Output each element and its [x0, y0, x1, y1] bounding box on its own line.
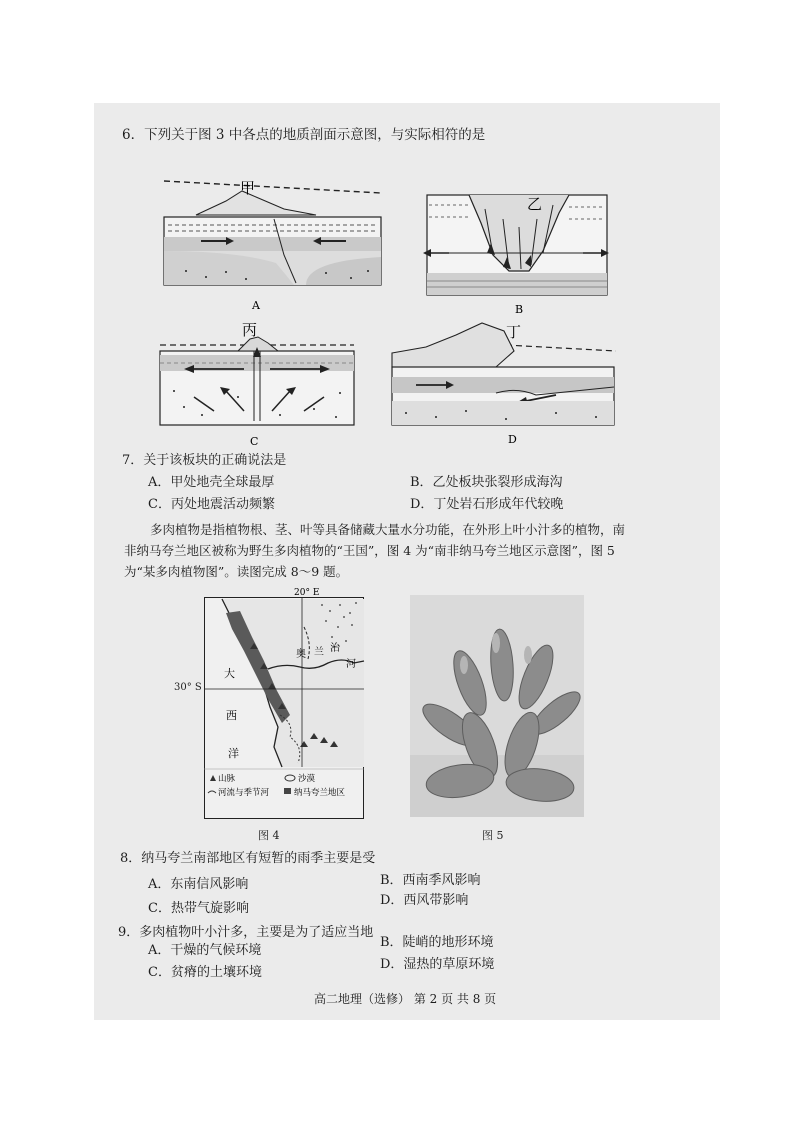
figure-5-caption: 图 5 [482, 829, 504, 842]
river-label-3: 治 [330, 643, 340, 654]
diagram-c-place-label: 丙 [242, 321, 258, 339]
diagram-d-place-label: 丁 [506, 323, 522, 341]
river-label-1: 奥 [296, 649, 306, 660]
diagram-b-place-label: 乙 [527, 195, 543, 213]
ocean-label-1: 大 [224, 667, 235, 680]
diagram-b-letter: B [515, 303, 524, 316]
question-9-option-a: A．干燥的气候环境 [148, 943, 262, 958]
intro-line-3: 为“某多肉植物图”。读图完成 8～9 题。 [124, 564, 349, 579]
question-8-option-a: A．东南信风影响 [148, 877, 249, 892]
intro-line-2: 非纳马夸兰地区被称为野生多肉植物的“王国”，图 4 为“南非纳马夸兰地区示意图”，图 5 [124, 543, 615, 558]
figure-5-succulent-photo [410, 595, 584, 817]
ocean-label-3: 洋 [228, 747, 239, 760]
figure-4-map [204, 588, 364, 819]
legend-namaqualand-label: 纳马夸兰地区 [294, 788, 346, 798]
ocean-label-2: 西 [226, 709, 237, 722]
diagram-c [154, 321, 364, 451]
legend-desert-label: 沙漠 [298, 774, 316, 784]
question-9-option-d: D．湿热的草原环境 [380, 957, 495, 972]
question-7-option-b: B．乙处板块张裂形成海沟 [410, 475, 563, 490]
diagram-a [156, 175, 386, 315]
intro-line-1: 多肉植物是指植物根、茎、叶等具备储藏大量水分功能，在外形上叶小汁多的植物，南 [150, 522, 626, 537]
page-footer: 高二地理（选修） 第 2 页 共 8 页 [314, 992, 497, 1006]
question-7-stem: 7．关于该板块的正确说法是 [122, 453, 287, 468]
question-8-option-c: C．热带气旋影响 [148, 901, 249, 916]
diagram-c-letter: C [250, 435, 259, 448]
diagram-a-letter: A [252, 299, 260, 312]
question-8-option-b: B．西南季风影响 [380, 873, 481, 888]
question-8-stem: 8．纳马夸兰南部地区有短暂的雨季主要是受 [120, 851, 376, 866]
legend-river-label: 河流与季节河 [218, 788, 270, 798]
question-9-option-c: C．贫瘠的土壤环境 [148, 965, 262, 980]
diagram-d [386, 317, 621, 452]
question-7-option-d: D．丁处岩石形成年代较晚 [410, 497, 564, 512]
question-7-option-a: A．甲处地壳全球最厚 [148, 475, 275, 490]
question-8-option-d: D．西风带影响 [380, 893, 469, 908]
river-label-4: 河 [346, 659, 356, 670]
diagram-b [419, 183, 614, 318]
map-longitude-label: 20° E [294, 588, 320, 598]
map-latitude-label: 30° S [174, 682, 202, 693]
namaqualand-legend-icon [284, 788, 291, 794]
exam-page [94, 103, 720, 1020]
figure-4-caption: 图 4 [258, 829, 280, 842]
question-9-stem: 9．多肉植物叶小汁多，主要是为了适应当地 [118, 925, 374, 940]
legend-mountain-label: 山脉 [218, 774, 236, 784]
river-label-2: 兰 [314, 647, 324, 658]
question-7-option-c: C．丙处地震活动频繁 [148, 497, 275, 512]
question-6-stem: 6．下列关于图 3 中各点的地质剖面示意图，与实际相符的是 [122, 127, 486, 143]
diagram-d-letter: D [508, 433, 517, 446]
diagram-a-place-label: 甲 [240, 179, 256, 197]
question-9-option-b: B．陡峭的地形环境 [380, 935, 494, 950]
